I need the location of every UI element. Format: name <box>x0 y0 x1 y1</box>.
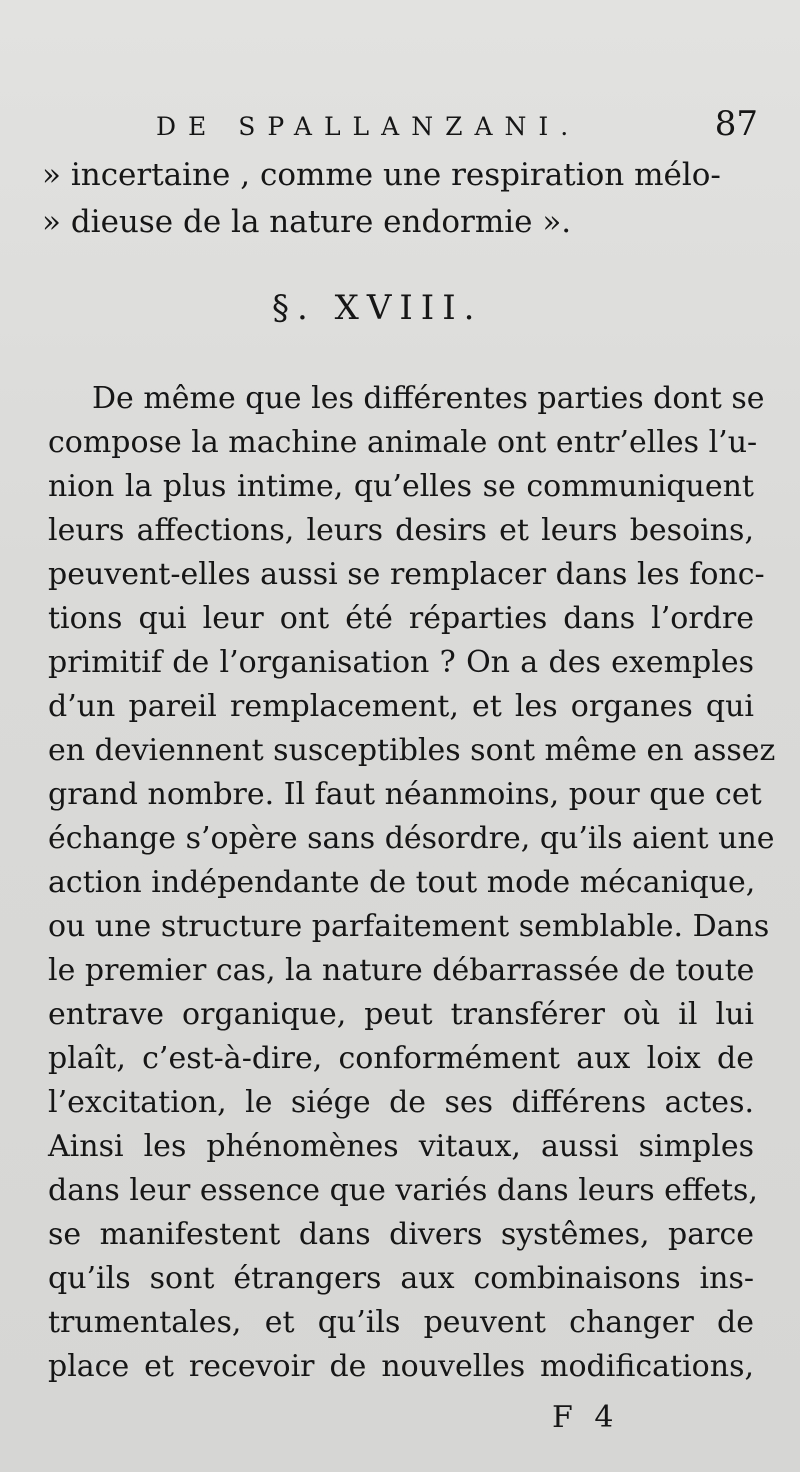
page-number: 87 <box>714 104 758 144</box>
text-line: l’excitation, le siége de ses différens actes. <box>48 1085 754 1120</box>
text-line: nion la plus intime, qu’elles se communiquent <box>48 469 754 504</box>
text-line: dans leur essence que variés dans leurs effets, <box>48 1173 758 1208</box>
text-line: plaît, c’est-à-dire, conformément aux loix de <box>48 1041 754 1076</box>
text-line: trumentales, et qu’ils peuvent changer de <box>48 1305 754 1340</box>
text-line: grand nombre. Il faut néanmoins, pour que cet <box>48 777 762 812</box>
text-line: De même que les différentes parties dont se <box>92 381 765 416</box>
quote-line: » incertaine , comme une respiration mélo- <box>42 157 721 193</box>
running-head: DE SPALLANZANI. <box>156 112 581 141</box>
text-line: primitif de l’organisation ? On a des exemples <box>48 645 754 680</box>
text-line: échange s’opère sans désordre, qu’ils aient une <box>48 821 775 856</box>
text-line: action indépendante de tout mode mécanique, <box>48 865 756 900</box>
signature-mark: F 4 <box>552 1400 620 1435</box>
text-line: compose la machine animale ont entr’elles l’u- <box>48 425 758 460</box>
text-line: peuvent-elles aussi se remplacer dans les fonc- <box>48 557 765 592</box>
section-heading: §. XVIII. <box>272 288 483 328</box>
text-line: qu’ils sont étrangers aux combinaisons ins- <box>48 1261 754 1296</box>
text-line: tions qui leur ont été réparties dans l’ordre <box>48 601 754 636</box>
text-line: entrave organique, peut transférer où il lui <box>48 997 754 1032</box>
text-line: place et recevoir de nouvelles modifications, <box>48 1349 754 1384</box>
text-line: d’un pareil remplacement, et les organes qui <box>48 689 754 724</box>
quote-line: » dieuse de la nature endormie ». <box>42 204 572 240</box>
page-header <box>148 104 758 154</box>
text-line: le premier cas, la nature débarrassée de toute <box>48 953 755 988</box>
text-line: se manifestent dans divers systêmes, parce <box>48 1217 754 1252</box>
text-line: ou une structure parfaitement semblable. Dans <box>48 909 770 944</box>
text-line: en deviennent susceptibles sont même en assez <box>48 733 776 768</box>
paragraph <box>48 377 776 1389</box>
text-line: leurs affections, leurs desirs et leurs besoins, <box>48 513 754 548</box>
text-line: Ainsi les phénomènes vitaux, aussi simples <box>48 1129 754 1164</box>
